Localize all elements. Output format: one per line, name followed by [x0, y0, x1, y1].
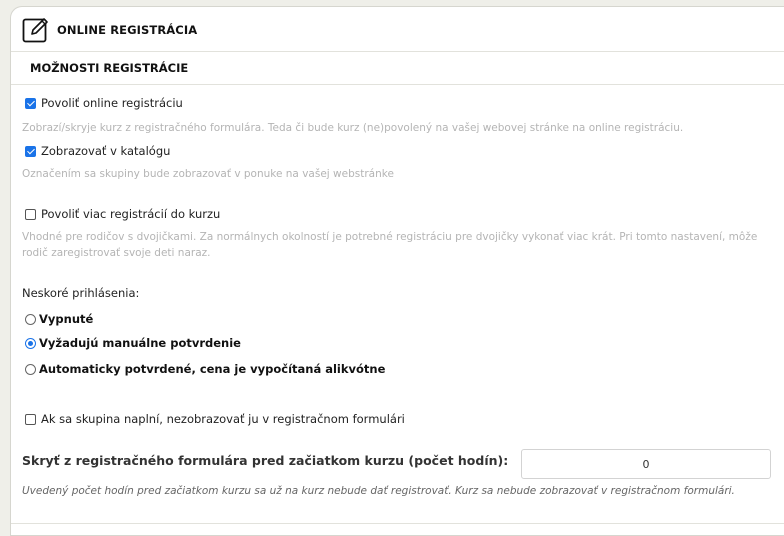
late-signup-auto-option[interactable] — [25, 362, 385, 376]
multi-registration-checkbox[interactable] — [25, 209, 36, 220]
card-header — [11, 7, 784, 51]
late-signup-label: Neskoré prihlásenia: — [22, 286, 140, 300]
show-in-catalog-checkbox[interactable] — [25, 146, 36, 157]
hide-before-hours-note: Uvedený počet hodín pred začiatkom kurzu sa už na kurz nebude dať registrovať. Kurz sa nebude zobrazovať v registračnom formulári. — [22, 485, 735, 497]
late-signup-off-option[interactable] — [25, 312, 93, 326]
bottom-divider — [11, 523, 784, 524]
header-divider — [11, 51, 784, 52]
show-in-catalog-help: Označením sa skupiny bude zobrazovať v ponuke na vašej webstránke — [22, 168, 394, 180]
late-signup-manual-radio[interactable] — [25, 338, 36, 349]
late-signup-auto-label: Automaticky potvrdené, cena je vypočítaná alikvótne — [39, 362, 386, 376]
multi-registration-help: Vhodné pre rodičov s dvojičkami. Za normálnych okolností je potrebné registráciu pre dvojičky vykonať viac krát. Pri tomto nastavení, môže rodič zaregistrovať svoje deti naraz. — [22, 231, 758, 259]
late-signup-off-radio[interactable] — [25, 314, 36, 325]
hide-when-full-option[interactable] — [25, 412, 405, 426]
show-in-catalog-label: Zobrazovať v katalógu — [41, 144, 171, 158]
hide-before-hours-input[interactable] — [521, 449, 771, 479]
section-title: MOŽNOSTI REGISTRÁCIE — [30, 61, 189, 75]
late-signup-manual-label: Vyžadujú manuálne potvrdenie — [39, 336, 241, 350]
show-in-catalog-option[interactable] — [25, 144, 170, 158]
multi-registration-option[interactable] — [25, 207, 220, 221]
hide-when-full-checkbox[interactable] — [25, 414, 36, 425]
late-signup-manual-option[interactable] — [25, 336, 241, 350]
allow-online-registration-checkbox[interactable] — [25, 98, 36, 109]
late-signup-off-label: Vypnuté — [39, 312, 94, 326]
multi-registration-label: Povoliť viac registrácií do kurzu — [41, 207, 221, 221]
card-title: ONLINE REGISTRÁCIA — [57, 23, 198, 37]
late-signup-auto-radio[interactable] — [25, 364, 36, 375]
allow-online-registration-option[interactable] — [25, 96, 183, 110]
online-registration-card — [10, 6, 784, 536]
hide-when-full-label: Ak sa skupina naplní, nezobrazovať ju v registračnom formulári — [41, 412, 405, 426]
allow-online-registration-label: Povoliť online registráciu — [41, 96, 183, 110]
hide-before-hours-label: Skryť z registračného formulára pred začiatkom kurzu (počet hodín): — [22, 453, 509, 468]
allow-online-registration-help: Zobrazí/skryje kurz z registračného formulára. Teda či bude kurz (ne)povolený na vašej webovej stránke na online registráciu. — [22, 122, 684, 134]
edit-icon — [22, 16, 50, 44]
section-divider — [11, 84, 784, 85]
